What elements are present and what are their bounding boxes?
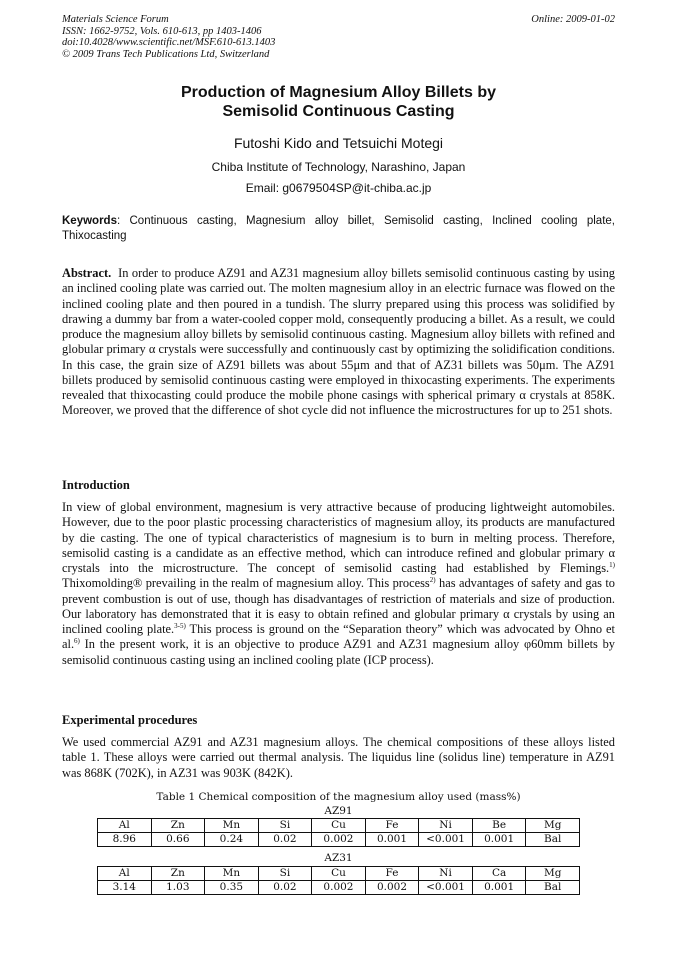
table-cell: 3.14 [98,881,152,895]
journal-header [62,14,615,60]
table-header-cell: Cu [312,819,366,833]
table-header-cell: Be [472,819,526,833]
table-header-cell: Zn [151,867,205,881]
table-header-cell: Ni [419,867,473,881]
table-az91-label: AZ91 [324,805,353,817]
table-caption: Table 1 Chemical composition of the magnesium alloy used (mass%) [156,791,521,803]
ref-4: 6) [74,637,80,646]
paper-title [62,83,615,121]
table-cell: 0.001 [472,881,526,895]
title-line-1: Production of Magnesium Alloy Billets by [181,84,496,101]
table-cell: 8.96 [98,833,152,847]
table-header-row [98,819,580,833]
email: Email: g0679504SP@it-chiba.ac.jp [245,181,432,195]
table-cell: 0.002 [312,881,366,895]
journal-issn: ISSN: 1662-9752, Vols. 610-613, pp 1403-1406 [62,25,262,37]
introduction-text [62,500,615,668]
table-header-cell: Si [258,819,312,833]
table-cell: 0.02 [258,881,312,895]
ref-2: 2) [429,576,436,585]
online-date: Online: 2009-01-02 [531,14,615,25]
experimental-heading: Experimental procedures [62,713,198,727]
intro-part-5: In the present work, it is an objective to produce AZ91 and AZ31 magnesium alloy φ60mm billets by semisolid continuous casting using an inclined cooling plate (ICP process). [62,637,615,667]
table-header-cell: Fe [365,819,419,833]
introduction-heading: Introduction [62,478,130,492]
authors: Futoshi Kido and Tetsuichi Motegi [233,135,444,151]
table-header-cell: Cu [312,867,366,881]
table-header-cell: Si [258,867,312,881]
table-cell: Bal [526,881,580,895]
table-header-cell: Ca [472,867,526,881]
table-cell: Bal [526,833,580,847]
table-cell: 1.03 [151,881,205,895]
table-header-cell: Zn [151,819,205,833]
affiliation: Chiba Institute of Technology, Narashino, Japan [211,160,466,174]
keywords [62,214,615,244]
table-header-cell: Mg [526,819,580,833]
table-cell: 0.66 [151,833,205,847]
title-line-2: Semisolid Continuous Casting [222,103,455,120]
table-header-row [98,867,580,881]
intro-part-3: has advantages of safety and gas to prevent combustion is out of use, though has disadvantages of restriction of materials and size of production. Our laboratory has demonstrated that it is easy to obtain refined and globular primary α crystals by using an inclined cooling plate. [62,576,616,636]
intro-part-1: In view of global environment, magnesium is very attractive because of producing lightweight automobiles. However, due to the poor plastic processing characteristics of magnesium alloy, its products are manufactured by die casting. The one of typical characteristics of magnesium is to burn in melting process. Therefore, semisolid casting is a candidate as an effective method, which can introduce refined and globular primary α crystals into the microstructure. The concept of semisolid casting had established by Flemings. [62,500,615,575]
table-cell: <0.001 [419,881,473,895]
table-header-cell: Mg [526,867,580,881]
keywords-text: : Continuous casting, Magnesium alloy billet, Semisolid casting, Inclined cooling plate, Thixocasting [62,215,615,242]
table-cell: 0.35 [205,881,259,895]
table-cell: 0.02 [258,833,312,847]
table-cell: 0.001 [472,833,526,847]
table-row [98,881,580,895]
table-cell: 0.002 [365,881,419,895]
table-header-cell: Ni [419,819,473,833]
table-header-cell: Al [98,819,152,833]
table-header-cell: Mn [205,819,259,833]
ref-3: 3-5) [174,621,186,630]
journal-name: Materials Science Forum [62,14,169,25]
journal-doi: doi:10.4028/www.scientific.net/MSF.610-613.1403 [62,37,276,48]
intro-part-4: This process is ground on the “Separation theory” which was advocated by Ohno et al. [62,622,615,652]
abstract-text: In order to produce AZ91 and AZ31 magnesium alloy billets semisolid continuous casting by using an inclined cooling plate was carried out. The molten magnesium alloy in an electric furnace was flowed on the inclined cooling plate and then poured in a tundish. The slurry prepared using this process was solidified by drawing a dummy bar from a water-cooled copper mold, consequently producing a billet. As a result, we could produce the magnesium alloy billets by semisolid continuous casting. Magnesium alloy billets with refined and globular primary α crystals were successfully and continuously cast by optimizing the solidification conditions. In this case, the grain size of AZ91 billets was about 55μm and that of AZ31 billets was 50μm. The AZ91 billets produced by semisolid continuous casting were employed in thixocasting experiments. The experiments revealed that thixocasting could produce the mobile phone casings with spherical primary α crystals at 858K. Moreover, we proved that the difference of shot cycle did not influence the microstructures for up to 251 shots. [62,266,615,418]
table-az31 [97,866,580,895]
table-header-cell: Mn [205,867,259,881]
table-az91 [97,818,580,847]
table-row [98,833,580,847]
ref-1: 1) [609,560,615,569]
intro-part-2: Thixomolding® prevailing in the realm of magnesium alloy. This process [62,576,430,591]
abstract [62,266,615,419]
table-az31-label: AZ31 [324,852,353,864]
journal-copyright: © 2009 Trans Tech Publications Ltd, Switzerland [62,48,270,60]
table-cell: 0.24 [205,833,259,847]
keywords-label: Keywords [62,215,117,227]
experimental-text: We used commercial AZ91 and AZ31 magnesium alloys. The chemical compositions of these alloys listed table 1. These alloys were carried out thermal analysis. The liquidus line (solidus line) temperature in AZ91 was 868K (702K), in AZ31 was 903K (842K). [62,735,615,780]
table-header-cell: Fe [365,867,419,881]
table-cell: 0.002 [312,833,366,847]
table-header-cell: Al [98,867,152,881]
abstract-label: Abstract. [62,266,112,280]
table-cell: 0.001 [365,833,419,847]
table-cell: <0.001 [419,833,473,847]
